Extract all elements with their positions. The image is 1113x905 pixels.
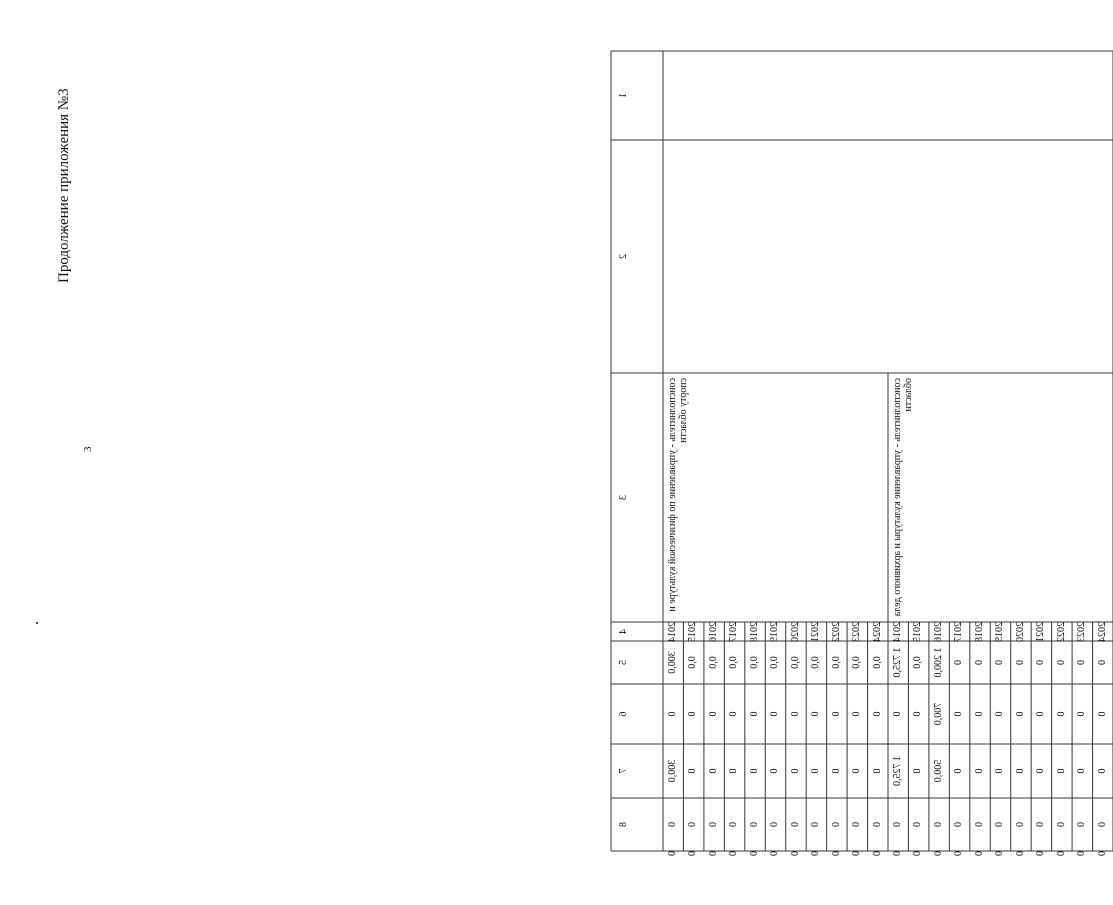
value-cell: 0 xyxy=(830,711,842,717)
value-cell: 0,0 xyxy=(912,656,924,669)
year-cell: 2024 xyxy=(1096,622,1108,642)
value-cell: 0 xyxy=(1096,660,1108,665)
value-cell: 0 xyxy=(973,711,985,717)
column-number-3: 3 xyxy=(618,495,629,500)
value-cell: 0 xyxy=(912,851,924,856)
year-cell: 2021 xyxy=(810,622,822,642)
year-cell: 2016 xyxy=(707,622,719,642)
value-cell: 0 xyxy=(748,711,760,717)
value-cell: 0 xyxy=(871,711,883,717)
value-cell: 0 xyxy=(994,711,1006,717)
year-cell: 2024 xyxy=(871,622,883,642)
value-cell: 0 xyxy=(810,768,822,774)
value-cell: 0 xyxy=(667,851,678,856)
year-cell: 2023 xyxy=(1076,622,1088,642)
value-cell: 0 xyxy=(953,822,965,827)
value-cell: 0 xyxy=(851,851,863,856)
value-cell: 1 725,0 xyxy=(892,756,903,786)
value-cell: 0 xyxy=(1096,768,1108,774)
value-cell: 0,0 xyxy=(789,656,801,669)
value-cell: 0 xyxy=(687,768,699,774)
value-cell: 0 xyxy=(789,711,801,717)
value-cell: 0 xyxy=(789,851,801,856)
value-cell: 0,0 xyxy=(851,656,863,669)
value-cell: 0 xyxy=(892,711,903,717)
executor-label: соисполнитель - управление по физической культуре и спорту области xyxy=(667,378,689,612)
year-cell: 2019 xyxy=(769,622,781,642)
value-cell: 0,0 xyxy=(871,656,883,669)
value-cell: 0,0 xyxy=(810,656,822,669)
value-cell: 0 xyxy=(1014,822,1026,827)
value-cell: 0 xyxy=(953,851,965,856)
rotated-table xyxy=(611,51,1113,856)
value-cell: 0 xyxy=(953,711,965,717)
value-cell: 0 xyxy=(1055,711,1067,717)
value-cell: 0 xyxy=(912,768,924,774)
year-cell: 2014 xyxy=(892,622,903,642)
value-cell: 0 xyxy=(769,851,781,856)
column-number-4: 4 xyxy=(618,629,629,634)
value-cell: 0 xyxy=(1096,851,1108,856)
value-cell: 0 xyxy=(667,822,678,827)
value-cell: 0,0 xyxy=(728,656,740,669)
value-cell: 300,0 xyxy=(667,651,678,674)
year-cell: 2016 xyxy=(932,622,944,642)
value-cell: 0 xyxy=(1014,768,1026,774)
value-cell: 0 xyxy=(728,768,740,774)
value-cell: 0 xyxy=(748,768,760,774)
value-cell: 0 xyxy=(1055,768,1067,774)
column-number-7: 7 xyxy=(618,768,629,774)
value-cell: 0 xyxy=(707,851,719,856)
value-cell: 0 xyxy=(707,768,719,774)
year-cell: 2018 xyxy=(748,622,760,642)
value-cell: 1 200,0 xyxy=(932,647,944,678)
value-cell: 500,0 xyxy=(932,759,944,783)
value-cell: 0 xyxy=(1076,822,1088,827)
year-cell: 2015 xyxy=(912,622,924,642)
value-cell: 0 xyxy=(892,822,903,827)
value-cell: 0 xyxy=(728,711,740,717)
value-cell: 0 xyxy=(789,768,801,774)
value-cell: 0 xyxy=(1035,711,1047,717)
value-cell: 0 xyxy=(1055,660,1067,665)
value-cell: 0 xyxy=(810,822,822,827)
value-cell: 0 xyxy=(1096,711,1108,717)
value-cell: 0 xyxy=(1076,851,1088,856)
year-cell: 2020 xyxy=(1014,622,1026,642)
value-cell: 0 xyxy=(871,822,883,827)
value-cell: 0 xyxy=(973,660,985,665)
executor-label: соисполнитель - управление культуры и архивного дела области xyxy=(892,378,914,617)
value-cell: 0 xyxy=(994,660,1006,665)
value-cell: 0 xyxy=(994,851,1006,856)
value-cell: 0 xyxy=(1055,822,1067,827)
value-cell: 0 xyxy=(953,768,965,774)
value-cell: 0,0 xyxy=(748,656,760,669)
value-cell: 0 xyxy=(789,822,801,827)
year-cell: 2023 xyxy=(851,622,863,642)
year-cell: 2015 xyxy=(687,622,699,642)
value-cell: 0 xyxy=(932,822,944,827)
value-cell: 0 xyxy=(994,768,1006,774)
value-cell: 0 xyxy=(769,711,781,717)
value-cell: 0 xyxy=(851,711,863,717)
value-cell: 0 xyxy=(912,822,924,827)
value-cell: 0 xyxy=(687,851,699,856)
value-cell: 0 xyxy=(892,851,903,856)
value-cell: 0 xyxy=(1035,822,1047,827)
value-cell: 0 xyxy=(728,822,740,827)
value-cell: 0 xyxy=(871,851,883,856)
value-cell: 0 xyxy=(707,822,719,827)
value-cell: 0 xyxy=(973,768,985,774)
value-cell: 0 xyxy=(687,711,699,717)
value-cell: 0 xyxy=(1096,822,1108,827)
column-number-6: 6 xyxy=(618,711,629,717)
year-cell: 2022 xyxy=(1055,622,1067,642)
value-cell: 0 xyxy=(851,822,863,827)
value-cell: 0,0 xyxy=(830,656,842,669)
column-number-1: 1 xyxy=(618,93,629,98)
value-cell: 0 xyxy=(1014,711,1026,717)
value-cell: 0 xyxy=(851,768,863,774)
value-cell: 0 xyxy=(871,768,883,774)
value-cell: 0 xyxy=(830,768,842,774)
value-cell: 300,0 xyxy=(667,759,678,783)
value-cell: 0 xyxy=(973,851,985,856)
value-cell: 0 xyxy=(1035,851,1047,856)
value-cell: 0 xyxy=(830,851,842,856)
value-cell: 0 xyxy=(728,851,740,856)
value-cell: 0,0 xyxy=(687,656,699,669)
value-cell: 0 xyxy=(973,822,985,827)
year-cell: 2020 xyxy=(789,622,801,642)
value-cell: 0 xyxy=(1055,851,1067,856)
value-cell: 0 xyxy=(810,851,822,856)
year-cell: 2017 xyxy=(728,622,740,642)
value-cell: 0 xyxy=(769,822,781,827)
page-number: 3 xyxy=(82,446,94,452)
continuation-title: Продолжение приложения №3 xyxy=(56,88,72,283)
value-cell: 0 xyxy=(1014,660,1026,665)
value-cell: 0 xyxy=(769,768,781,774)
value-cell: 0 xyxy=(810,711,822,717)
scan-speck xyxy=(36,622,38,624)
column-number-5: 5 xyxy=(618,660,629,665)
year-cell: 2014 xyxy=(667,622,678,642)
value-cell: 0 xyxy=(687,822,699,827)
year-cell: 2022 xyxy=(830,622,842,642)
value-cell: 0,0 xyxy=(707,656,719,669)
year-cell: 2018 xyxy=(973,622,985,642)
value-cell: 1 725,0 xyxy=(892,647,903,678)
value-cell: 0 xyxy=(748,851,760,856)
value-cell: 0 xyxy=(667,711,678,717)
value-cell: 0 xyxy=(994,822,1006,827)
value-cell: 0,0 xyxy=(769,656,781,669)
value-cell: 0 xyxy=(1035,660,1047,665)
value-cell: 0 xyxy=(1076,768,1088,774)
value-cell: 0 xyxy=(1035,768,1047,774)
year-cell: 2021 xyxy=(1035,622,1047,642)
value-cell: 0 xyxy=(748,822,760,827)
year-cell: 2019 xyxy=(994,622,1006,642)
value-cell: 0 xyxy=(830,822,842,827)
column-number-8: 8 xyxy=(618,822,629,827)
value-cell: 0 xyxy=(932,851,944,856)
value-cell: 0 xyxy=(707,711,719,717)
value-cell: 0 xyxy=(1076,660,1088,665)
column-number-2: 2 xyxy=(618,254,629,259)
value-cell: 0 xyxy=(953,660,965,665)
value-cell: 0 xyxy=(1076,711,1088,717)
value-cell: 0 xyxy=(912,711,924,717)
value-cell: 0 xyxy=(1014,851,1026,856)
year-cell: 2017 xyxy=(953,622,965,642)
value-cell: 700,0 xyxy=(932,702,944,726)
